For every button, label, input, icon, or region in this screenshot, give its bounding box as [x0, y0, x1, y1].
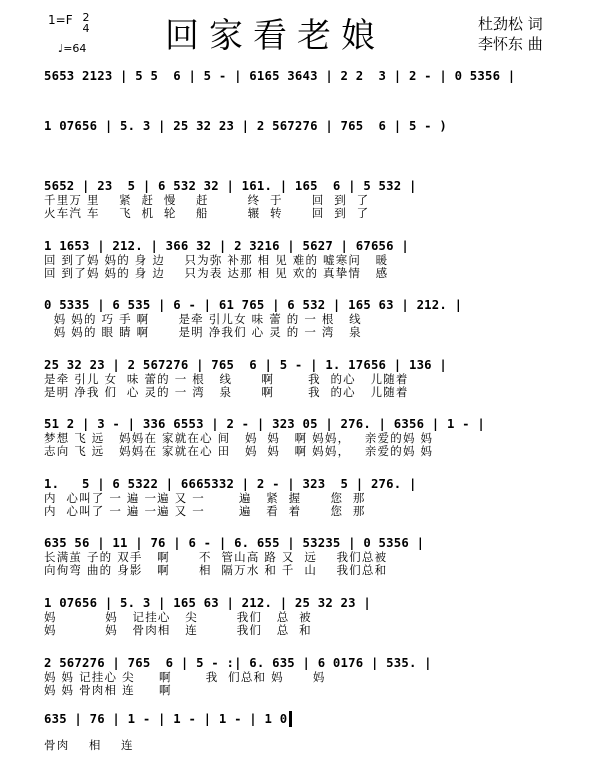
notation-line: 1 07656 | 5. 3 | 165 63 | 212. | 25 32 23 | — [44, 596, 371, 610]
lyric-line: 妈 妈 骨肉相 连 我们 总 和 — [44, 624, 312, 637]
lyric-line: 内 心叫了 一 遍 一遍 又 一 遍 看 着 您 那 — [44, 505, 366, 518]
lyricist-credit: 杜劲松 词 — [478, 15, 543, 33]
score-system — [44, 711, 604, 752]
score-system — [44, 238, 604, 280]
lyric-line: 回 到了妈 妈的 身 边 只为弥 补那 相 见 难的 嘘寒问 暖 — [44, 254, 389, 267]
lyric-line: 内 心叫了 一 遍 一遍 又 一 遍 紧 握 您 那 — [44, 492, 366, 505]
score-system — [44, 476, 604, 518]
lyric-line: 长满茧 子的 双手 啊 不 管山高 路 又 远 我们总被 — [44, 551, 388, 564]
notation-line: 1. 5 | 6 5322 | 6665332 | 2 - | 323 5 | 276. | — [44, 477, 417, 491]
notation-line: 51 2 | 3 - | 336 6553 | 2 - | 323 05 | 276. | 6356 | 1 - | — [44, 417, 485, 431]
score-system — [44, 416, 604, 458]
score-system — [44, 118, 604, 134]
notation-text: 635 | 76 | 1 - | 1 - | 1 - | 1 0 — [44, 712, 288, 726]
notation-line: 0 5335 | 6 535 | 6 - | 61 765 | 6 532 | 165 63 | 212. | — [44, 298, 463, 312]
notation-line: 25 32 23 | 2 567276 | 765 6 | 5 - | 1. 17656 | 136 | — [44, 358, 447, 372]
score-system — [44, 68, 604, 84]
lyric-line: 梦想 飞 远 妈妈在 家就在心 间 妈 妈 啊 妈妈， 亲爱的妈 妈 — [44, 432, 434, 445]
meter-top: 2 — [82, 11, 90, 24]
score-system — [44, 297, 604, 339]
lyric-line: 是明 净我 们 心 灵的 一 湾 泉 啊 我 的心 儿随着 — [44, 386, 409, 399]
lyric-line: 妈 妈 记挂心 尖 啊 我 们总和 妈 妈 — [44, 671, 326, 684]
song-title: 回家看老娘 — [165, 16, 385, 56]
score-system — [44, 595, 604, 637]
lyric-line: 妈 妈 骨肉相 连 啊 — [44, 684, 172, 697]
lyric-line: 回 到了妈 妈的 身 边 只为表 达那 相 见 欢的 真挚情 感 — [44, 267, 389, 280]
score-system — [44, 357, 604, 399]
credits — [478, 14, 543, 54]
lyric-line: 妈 妈 记挂心 尖 我们 总 被 — [44, 611, 312, 624]
lyric-line: 向佝弯 曲的 身影 啊 相 隔万水 和 千 山 我们总和 — [44, 564, 388, 577]
time-signature — [81, 12, 91, 34]
notation-line: 635 56 | 11 | 76 | 6 - | 6. 655 | 53235 | 0 5356 | — [44, 536, 425, 550]
score-system — [44, 535, 604, 577]
key-signature — [48, 11, 90, 55]
lyric-line: 妈 妈的 巧 手 啊 是牵 引儿女 味 蕾 的 一 根 线 — [44, 313, 362, 326]
final-barline — [289, 711, 292, 727]
lyric-line: 妈 妈的 眼 睛 啊 是明 净我们 心 灵 的 一 湾 泉 — [44, 326, 362, 339]
score-system — [44, 178, 604, 220]
lyric-line: 骨肉 相 连 — [44, 739, 134, 752]
lyric-line: 是牵 引儿 女 味 蕾的 一 根 线 啊 我 的心 儿随着 — [44, 373, 409, 386]
key-label: 1=F — [48, 13, 73, 27]
notation-line — [44, 711, 604, 727]
notation-line: 1 1653 | 212. | 366 32 | 2 3216 | 5627 | 67656 | — [44, 239, 409, 253]
notation-line: 1 07656 | 5. 3 | 25 32 23 | 2 567276 | 765 6 | 5 - ) — [44, 119, 447, 133]
lyric-line: 志向 飞 远 妈妈在 家就在心 田 妈 妈 啊 妈妈， 亲爱的妈 妈 — [44, 445, 434, 458]
composer-credit: 李怀东 曲 — [478, 35, 543, 53]
notation-line: 2 567276 | 765 6 | 5 - :| 6. 635 | 6 0176 | 535. | — [44, 656, 432, 670]
meter-bottom: 4 — [82, 22, 90, 35]
lyric-line: 千里万 里 紧 赶 慢 赶 终 于 回 到 了 — [44, 194, 370, 207]
notation-line: 5653 2123 | 5 5 6 | 5 - | 6165 3643 | 2 2 3 | 2 - | 0 5356 | — [44, 69, 516, 83]
lyric-line: 火车汽 车 飞 机 轮 船 辗 转 回 到 了 — [44, 207, 370, 220]
score-system — [44, 655, 604, 697]
notation-line: 5652 | 23 5 | 6 532 32 | 161. | 165 6 | 5 532 | — [44, 179, 417, 193]
tempo-marking: ♩=64 — [58, 42, 87, 55]
